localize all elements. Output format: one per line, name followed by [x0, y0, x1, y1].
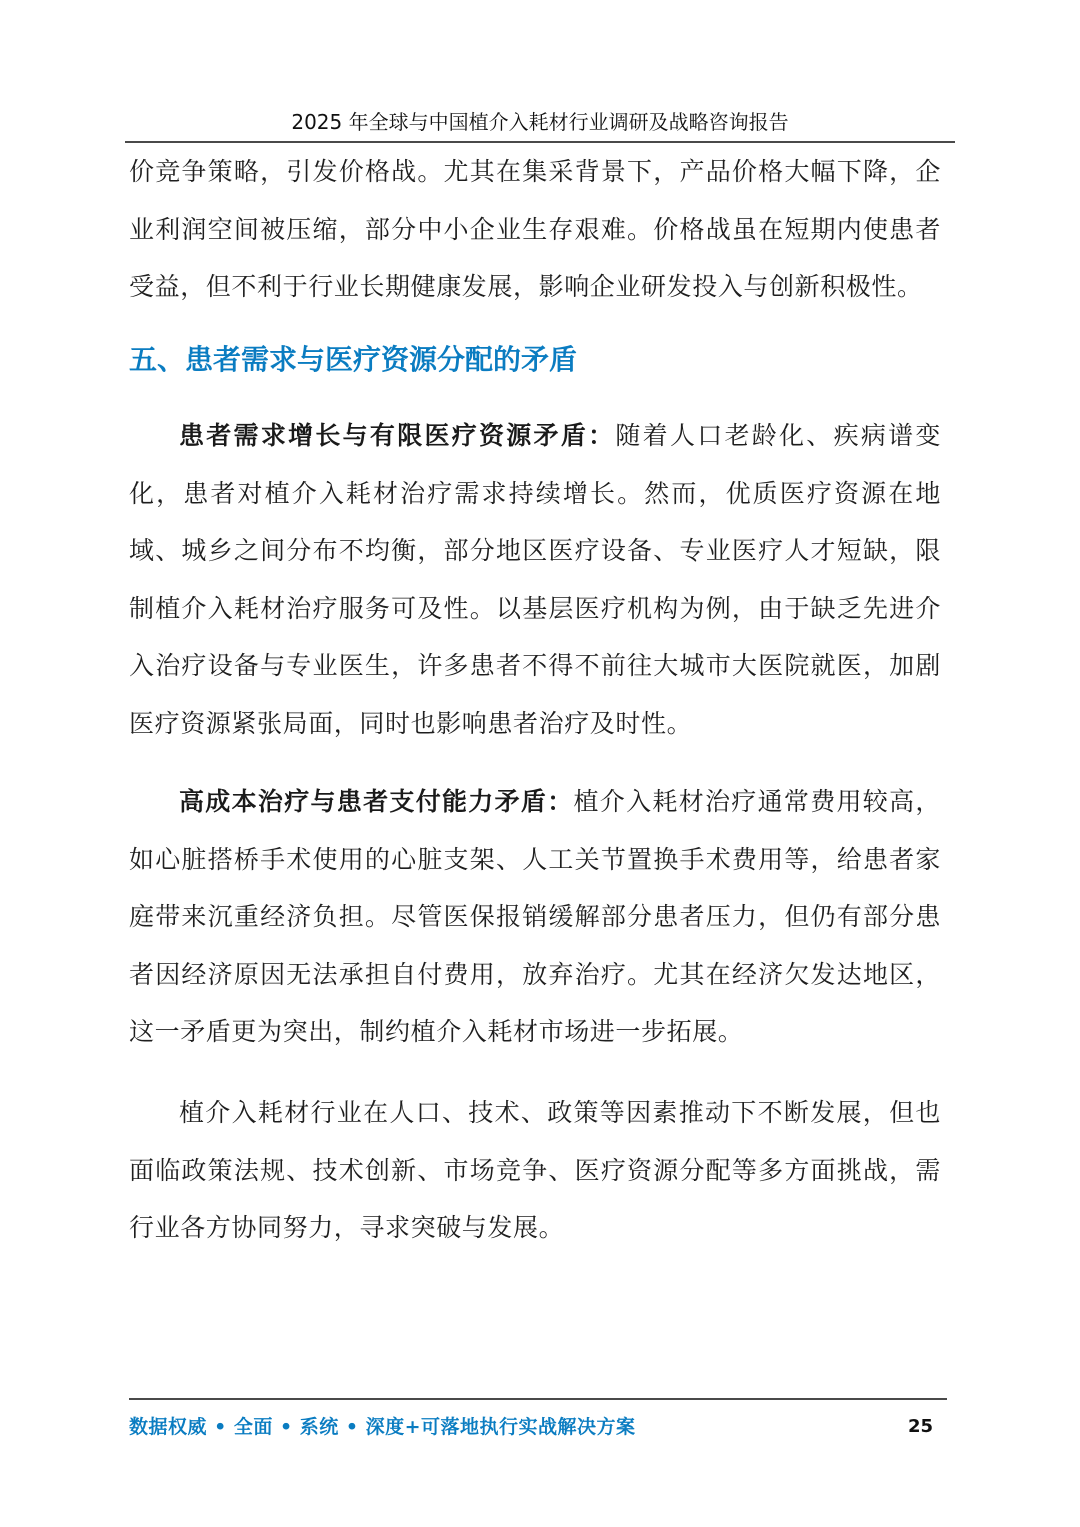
- footer-divider: [129, 1398, 947, 1400]
- footer-slogan: 数据权威 • 全面 • 系统 • 深度+可落地执行实战解决方案: [129, 1416, 636, 1438]
- continuation-paragraph: 价竞争策略，引发价格战。尤其在集采背景下，产品价格大幅下降，企业利润空间被压缩，部分中小企业生存艰难。价格战虽在短期内使患者受益，但不利于行业长期健康发展，影响企业研发投入与创新积极性。: [129, 157, 941, 301]
- conclusion-paragraph: 植介入耗材行业在人口、技术、政策等因素推动下不断发展，但也面临政策法规、技术创新、市场竞争、医疗资源分配等多方面挑战，需行业各方协同努力，寻求突破与发展。: [129, 1098, 941, 1242]
- paragraph-body: 植介入耗材治疗通常费用较高，如心脏搭桥手术使用的心脏支架、人工关节置换手术费用等，给患者家庭带来沉重经济负担。尽管医保报销缓解部分患者压力，但仍有部分患者因经济原因无法承担自付费用，放弃治疗。尤其在经济欠发达地区，这一矛盾更为突出，制约植介入耗材市场进一步拓展。: [129, 787, 941, 1046]
- section-heading: 五、患者需求与医疗资源分配的矛盾: [129, 343, 578, 376]
- paragraph-body: 随着人口老龄化、疾病谱变化，患者对植介入耗材治疗需求持续增长。然而，优质医疗资源在地域、城乡之间分布不均衡，部分地区医疗设备、专业医疗人才短缺，限制植介入耗材治疗服务可及性。以基层医疗机构为例，由于缺乏先进介入治疗设备与专业医生，许多患者不得不前往大城市大医院就医，加剧医疗资源紧张局面，同时也影响患者治疗及时性。: [129, 421, 942, 738]
- paragraph-resource-conflict: [129, 407, 941, 752]
- paragraph-lead: 患者需求增长与有限医疗资源矛盾：: [179, 421, 616, 450]
- page-number: 25: [907, 1416, 933, 1437]
- paragraph-cost-conflict: [129, 773, 941, 1061]
- page-header-title: 2025 年全球与中国植介入耗材行业调研及战略咨询报告: [291, 110, 789, 134]
- paragraph-lead: 高成本治疗与患者支付能力矛盾：: [179, 787, 574, 816]
